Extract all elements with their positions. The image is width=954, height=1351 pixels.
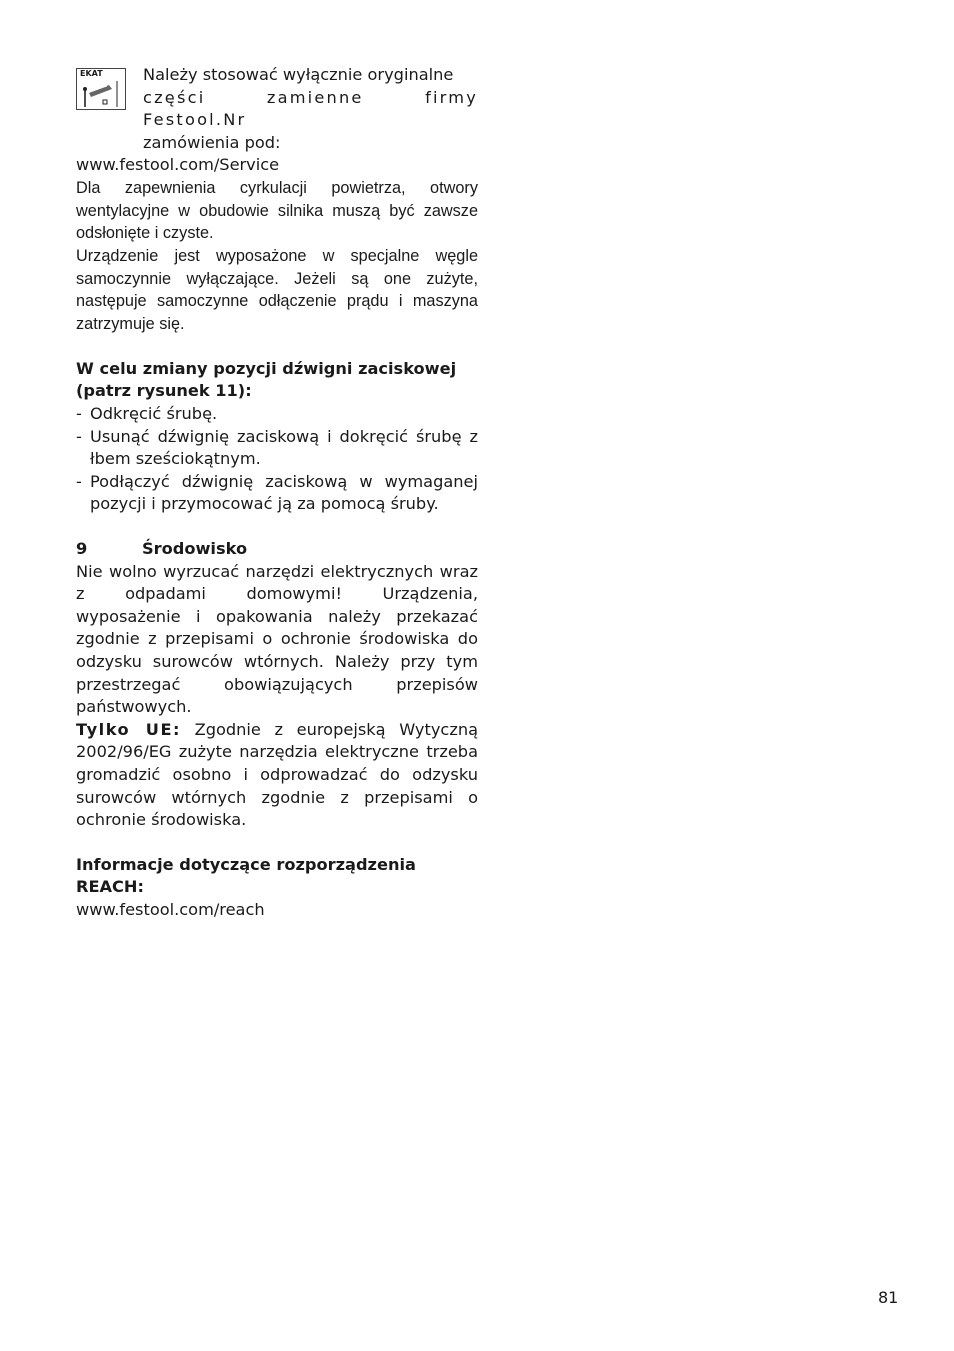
section-title: Środowisko xyxy=(142,539,248,559)
spare-parts-block xyxy=(76,64,478,154)
environment-heading xyxy=(76,538,478,561)
eu-text: Zgodnie z europejską Wytyczną 2002/96/EG zużyte narzędzia elektryczne trzeba gromadzić osobno i odprowadzać do odzysku surowców wtórnych zgodnie z przepisami o ochronie środowiska. xyxy=(76,719,478,830)
spare-parts-text xyxy=(143,64,478,154)
ekat-label: EKAT xyxy=(80,69,103,78)
spare-parts-line-2: części zamienne firmy Festool.Nr xyxy=(143,87,478,130)
list-item: - Usunąć dźwignię zaciskową i dokręcić śrubę z łbem sześciokątnym. xyxy=(76,426,478,471)
environment-paragraph: Nie wolno wyrzucać narzędzi elektrycznych wraz z odpadami domowymi! Urządzenia, wyposażenie i opakowania należy przekazać zgodnie z przepisami o ochronie środowiska do odzysku surowców wtórnych. Należy przy tym przestrzegać obowiązujących przepisów państwowych. xyxy=(76,561,478,717)
list-item: - Podłączyć dźwignię zaciskową w wymaganej pozycji i przymocować ją za pomocą śruby. xyxy=(76,471,478,516)
page-number: 81 xyxy=(878,1288,899,1307)
spare-parts-line-3: zamówienia pod: xyxy=(143,132,281,152)
content-column xyxy=(76,64,478,922)
ventilation-paragraph: Dla zapewnienia cyrkulacji powietrza, otwory wentylacyjne w obudowie silnika muszą być zawsze odsłonięte i czyste. xyxy=(76,178,478,243)
list-item: - Odkręcić śrubę. xyxy=(76,403,478,426)
section-number: 9 xyxy=(76,539,88,559)
spare-parts-drill-icon xyxy=(79,79,123,109)
ekat-icon xyxy=(76,68,126,110)
clamp-lever-heading: W celu zmiany pozycji dźwigni zaciskowej (patrz rysunek 11): xyxy=(76,358,457,401)
eu-paragraph xyxy=(76,719,478,832)
eu-label: Tylko UE: xyxy=(76,719,181,739)
reach-url: www.festool.com/reach xyxy=(76,899,265,919)
spare-parts-line-1: Należy stosować wyłącznie oryginalne xyxy=(143,65,454,84)
carbon-brushes-paragraph: Urządzenie jest wyposażone w specjalne węgle samoczynnie wyłączające. Jeżeli są one zużyte, następuje samoczynne odłączenie prądu i maszyna zatrzymuje się. xyxy=(76,247,478,334)
clamp-lever-steps xyxy=(76,403,478,516)
reach-heading: Informacje dotyczące rozporządzenia REACH: xyxy=(76,854,416,897)
service-url: www.festool.com/Service xyxy=(76,155,280,175)
